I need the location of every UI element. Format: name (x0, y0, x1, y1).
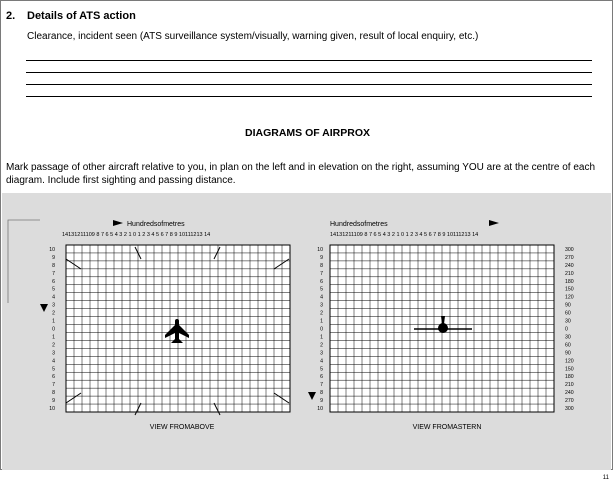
astern-row-label-6: 4 (320, 294, 323, 301)
plan-row-labels (49, 247, 55, 412)
plan-row-label-19: 9 (52, 398, 55, 405)
plan-row-label-11: 1 (52, 334, 55, 341)
astern-row-label-8: 2 (320, 310, 323, 317)
plan-row-label-12: 2 (52, 342, 55, 349)
astern-row-label-14: 4 (320, 358, 323, 365)
astern-height-label-18: 240 (565, 390, 574, 397)
plan-row-label-0: 10 (49, 246, 55, 253)
plan-row-label-20: 10 (49, 406, 55, 413)
plan-down-arrow-icon (40, 304, 48, 312)
plan-scale-label: 14131211109 8 7 6 5 4 3 2 1 0 1 2 3 4 5 6 7 8 9 10111213 14 (62, 232, 211, 238)
astern-row-label-7: 3 (320, 302, 323, 309)
plan-row-label-14: 4 (52, 358, 55, 365)
astern-row-label-5: 5 (320, 286, 323, 293)
astern-height-label-4: 180 (565, 278, 574, 285)
astern-height-label-2: 240 (565, 262, 574, 269)
astern-height-label-20: 300 (565, 406, 574, 413)
astern-row-label-16: 6 (320, 374, 323, 381)
plan-row-label-6: 4 (52, 294, 55, 301)
astern-height-label-12: 60 (565, 342, 571, 349)
astern-row-label-9: 1 (320, 318, 323, 325)
plan-row-label-2: 8 (52, 262, 55, 269)
astern-height-label-16: 180 (565, 374, 574, 381)
plan-diagram (8, 220, 290, 431)
plan-row-label-16: 6 (52, 374, 55, 381)
astern-header: Hundredsofmetres (330, 221, 388, 228)
plan-direction-arrow-icon (113, 220, 123, 226)
astern-row-label-19: 9 (320, 398, 323, 405)
astern-height-label-19: 270 (565, 398, 574, 405)
astern-row-label-13: 3 (320, 350, 323, 357)
astern-row-label-12: 2 (320, 342, 323, 349)
plan-row-label-8: 2 (52, 310, 55, 317)
answer-line-3[interactable] (26, 84, 592, 85)
astern-height-label-11: 30 (565, 334, 571, 341)
astern-height-labels (565, 247, 574, 412)
plan-row-label-1: 9 (52, 254, 55, 261)
astern-height-label-1: 270 (565, 254, 574, 261)
astern-height-label-9: 30 (565, 318, 571, 325)
astern-height-label-6: 120 (565, 294, 574, 301)
answer-line-2[interactable] (26, 72, 592, 73)
astern-diagram (308, 220, 574, 431)
astern-direction-arrow-icon (489, 220, 499, 226)
astern-height-label-5: 150 (565, 286, 574, 293)
section-title: Details of ATS action (27, 10, 136, 22)
astern-row-label-15: 5 (320, 366, 323, 373)
plan-bracket (8, 220, 40, 303)
plan-row-label-4: 6 (52, 278, 55, 285)
plan-row-label-5: 5 (52, 286, 55, 293)
astern-row-label-18: 8 (320, 390, 323, 397)
astern-down-arrow-icon (308, 392, 316, 400)
astern-height-label-0: 300 (565, 246, 574, 253)
clearance-prompt: Clearance, incident seen (ATS surveillance system/visually, warning given, result of local enquiry, etc.) (27, 31, 479, 42)
diagrams-title: DIAGRAMS OF AIRPROX (244, 127, 371, 139)
astern-row-label-17: 7 (320, 382, 323, 389)
plan-row-label-7: 3 (52, 302, 55, 309)
astern-row-labels (317, 247, 323, 412)
diagrams-instructions: Mark passage of other aircraft relative to you, in plan on the left and in elevation on the right, assuming YOU are at the centre of each diagram. Include first sighting and passing distance. (6, 162, 596, 186)
plan-row-label-13: 3 (52, 350, 55, 357)
plan-row-label-9: 1 (52, 318, 55, 325)
page-number: 11 (602, 475, 609, 481)
astern-row-label-3: 7 (320, 270, 323, 277)
astern-height-label-13: 90 (565, 350, 571, 357)
plan-row-label-18: 8 (52, 390, 55, 397)
plan-row-label-17: 7 (52, 382, 55, 389)
astern-row-label-2: 8 (320, 262, 323, 269)
astern-row-label-10: 0 (320, 326, 323, 333)
astern-row-label-11: 1 (320, 334, 323, 341)
plan-caption: VIEW FROMABOVE (149, 424, 215, 431)
diagrams-panel (2, 193, 611, 470)
astern-row-label-1: 9 (320, 254, 323, 261)
astern-row-label-20: 10 (317, 406, 323, 413)
astern-height-label-7: 90 (565, 302, 571, 309)
astern-height-label-10: 0 (565, 326, 568, 333)
answer-line-4[interactable] (26, 96, 592, 97)
astern-height-label-15: 150 (565, 366, 574, 373)
astern-height-label-8: 60 (565, 310, 571, 317)
answer-line-1[interactable] (26, 60, 592, 61)
astern-height-label-3: 210 (565, 270, 574, 277)
astern-height-label-14: 120 (565, 358, 574, 365)
plan-header: Hundredsofmetres (127, 221, 185, 228)
astern-height-label-17: 210 (565, 382, 574, 389)
plan-row-label-10: 0 (52, 326, 55, 333)
astern-row-label-4: 6 (320, 278, 323, 285)
section-number: 2. (6, 10, 16, 22)
astern-caption: VIEW FROMASTERN (412, 424, 482, 431)
plan-row-label-15: 5 (52, 366, 55, 373)
astern-scale-label: 14131211109 8 7 6 5 4 3 2 1 0 1 2 3 4 5 6 7 8 9 10111213 14 (330, 232, 479, 238)
plan-row-label-3: 7 (52, 270, 55, 277)
astern-row-label-0: 10 (317, 246, 323, 253)
